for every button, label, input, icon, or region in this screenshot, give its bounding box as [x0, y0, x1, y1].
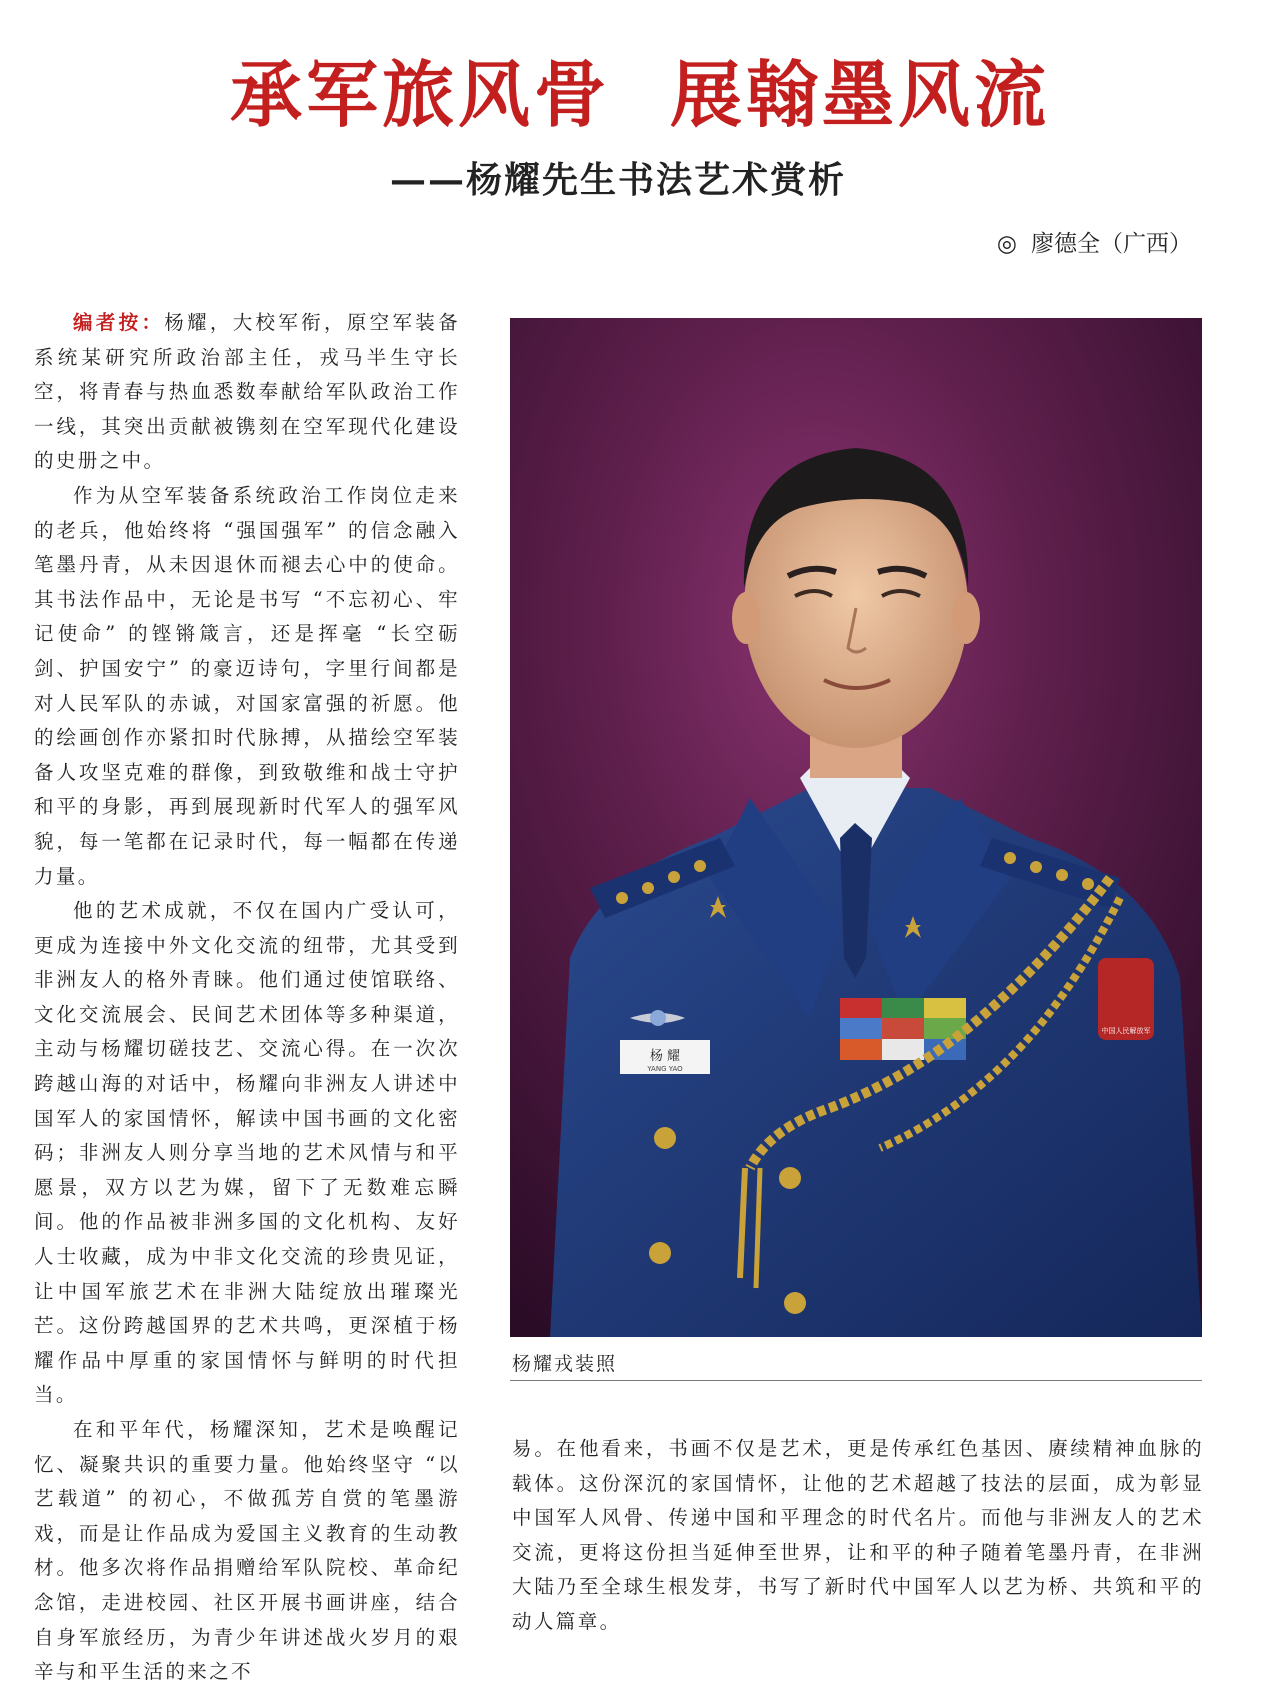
article-title: [0, 52, 1280, 137]
editor-note: [34, 306, 460, 479]
right-column: [512, 1432, 1204, 1640]
caption-divider: [510, 1380, 1202, 1381]
paragraph-3: 他的艺术成就，不仅在国内广受认可，更成为连接中外文化交流的纽带，尤其受到非洲友人的格外青睐。他们通过使馆联络、文化交流展会、民间艺术团体等多种渠道，主动与杨耀切磋技艺、交流心得。在一次次跨越山海的对话中，杨耀向非洲友人讲述中国军人的家国情怀，解读中国书画的文化密码；非洲友人则分享当地的艺术风情与和平愿景，双方以艺为媒，留下了无数难忘瞬间。他的作品被非洲多国的文化机构、友好人士收藏，成为中非文化交流的珍贵见证，让中国军旅艺术在非洲大陆绽放出璀璨光芒。这份跨越国界的艺术共鸣，更深植于杨耀作品中厚重的家国情怀与鲜明的时代担当。: [34, 899, 460, 1407]
arm-patch-text: 中国人民解放军: [1101, 1027, 1151, 1035]
paragraph-2: 作为从空军装备系统政治工作岗位走来的老兵，他始终将 “强国强军” 的信念融入笔墨丹青，从未因退休而褪去心中的使命。其书法作品中，无论是书写 “不忘初心、牢记使命” 的铿锵箴言，还是挥毫 “长空砺剑、护国安宁” 的豪迈诗句，字里行间都是对人民军队的赤诚，对国家富强的祈愿。他的绘画创作亦紧扣时代脉搏，从描绘空军装备人攻坚克难的群像，到致敬维和战士守护和平的身影，再到展现新时代军人的强军风貌，每一笔都在记录时代，每一幅都在传递力量。: [34, 483, 460, 888]
editor-label: 编者按：: [73, 311, 165, 334]
editor-note-text: 杨耀，大校军衔，原空军装备系统某研究所政治部主任，戎马半生守长空，将青春与热血悉数奉献给军队政治工作一线，其突出贡献被镌刻在空军现代化建设的史册之中。: [34, 311, 460, 473]
author-line: [997, 225, 1192, 258]
author-name: 廖德全（广西）: [1031, 231, 1192, 257]
paragraph-4-continued: 易。在他看来，书画不仅是艺术，更是传承红色基因、赓续精神血脉的载体。这份深沉的家国情怀，让他的艺术超越了技法的层面，成为彰显中国军人风骨、传递中国和平理念的时代名片。而他与非洲友人的艺术交流，更将这份担当延伸至世界，让和平的种子随着笔墨丹青，在非洲大陆乃至全球生根发芽，书写了新时代中国军人以艺为桥、共筑和平的动人篇章。: [512, 1437, 1204, 1633]
name-tag-text: 杨 耀: [649, 1049, 681, 1064]
title-part-1: 承军旅风骨: [229, 52, 610, 137]
left-column: [34, 306, 460, 1690]
photo-caption: 杨耀戎装照: [512, 1353, 618, 1375]
author-mark: ◎: [996, 231, 1017, 257]
article-subtitle: ——杨耀先生书法艺术赏析: [390, 159, 847, 201]
paragraph-4: 在和平年代，杨耀深知，艺术是唤醒记忆、凝聚共识的重要力量。他始终坚守 “以艺载道” 的初心，不做孤芳自赏的笔墨游戏，而是让作品成为爱国主义教育的生动教材。他多次将作品捐赠给军队院校、革命纪念馆，走进校园、社区开展书画讲座，结合自身军旅经历，为青少年讲述战火岁月的艰辛与和平生活的来之不: [34, 1418, 460, 1684]
portrait-photo: [510, 318, 1202, 1337]
title-part-2: 展翰墨风流: [670, 52, 1051, 137]
name-tag-roman: YANG YAO: [647, 1065, 683, 1073]
